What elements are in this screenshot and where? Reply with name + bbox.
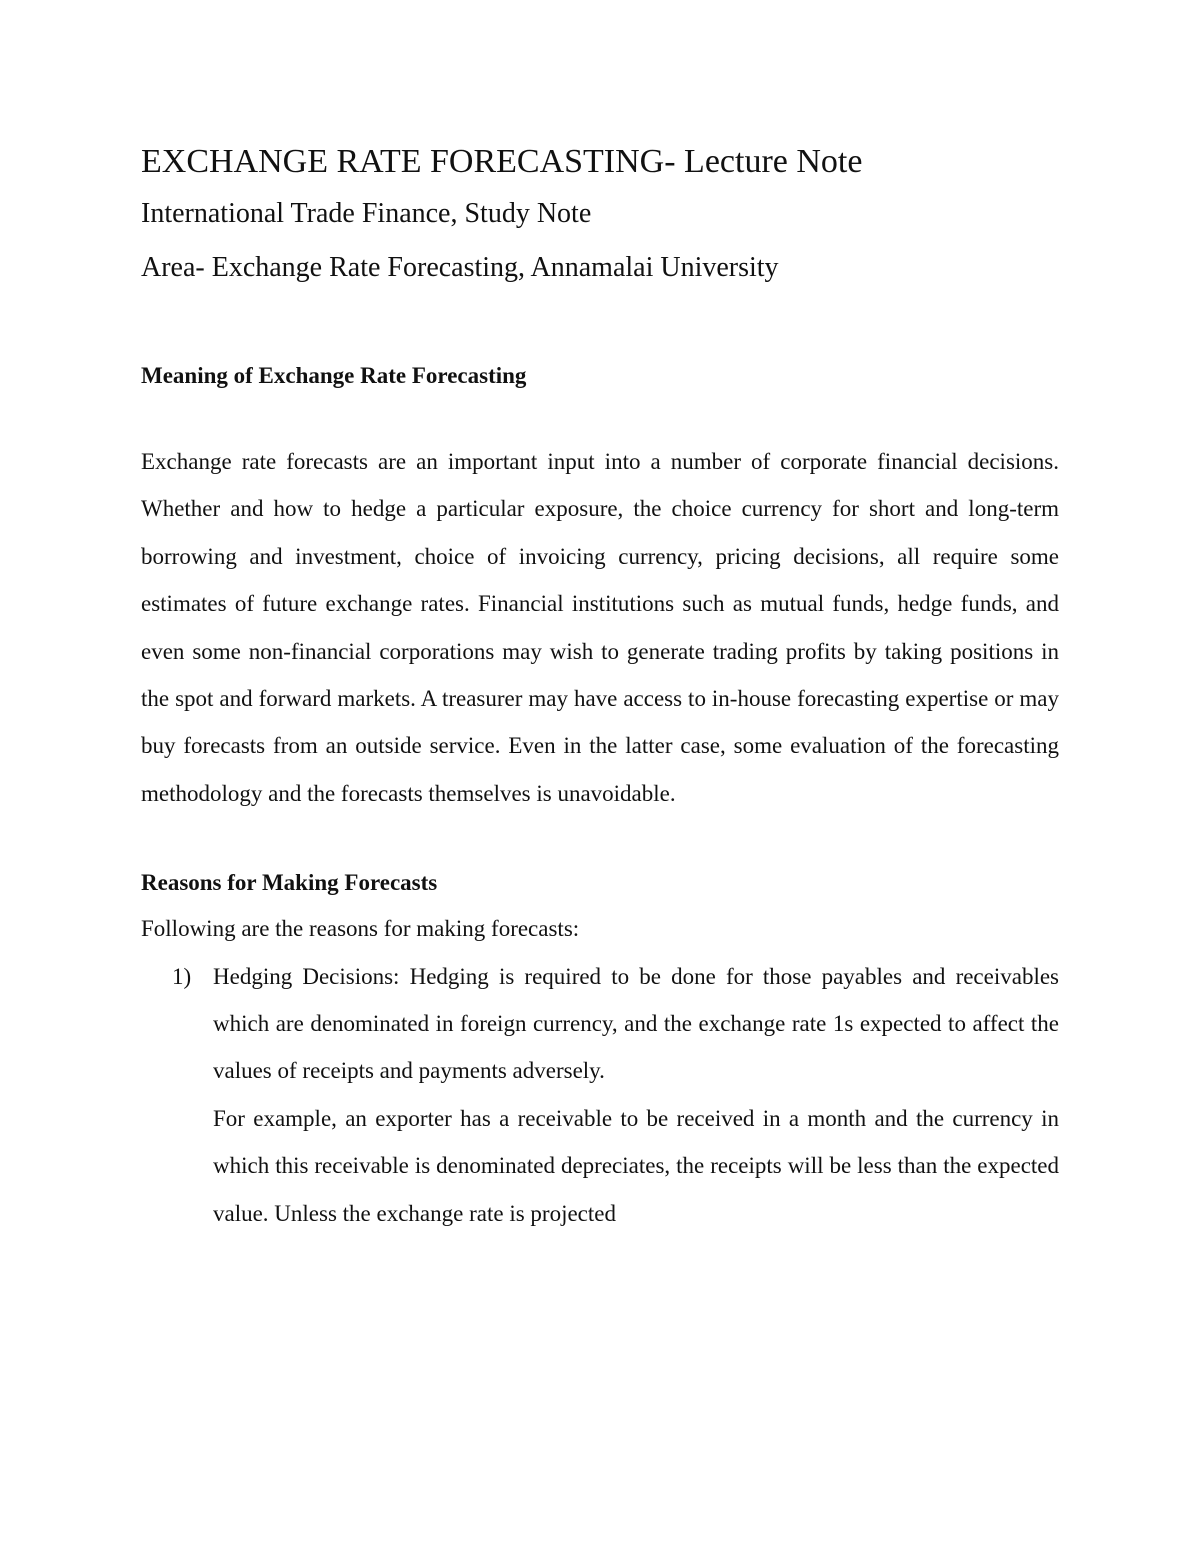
list-item bbox=[141, 953, 1059, 1237]
list-item-number: 1) bbox=[172, 963, 192, 989]
list-item-example: For example, an exporter has a receivable to be received in a month and the currency in which this receivable is denominated depreciates, the receipts will be less than the expected value. Unless the exchange rate is projected bbox=[213, 1105, 1059, 1226]
document-subtitle-area: Area- Exchange Rate Forecasting, Annamalai University bbox=[141, 252, 779, 283]
section-heading-reasons: Reasons for Making Forecasts bbox=[141, 870, 438, 896]
document-subtitle-course: International Trade Finance, Study Note bbox=[141, 198, 592, 229]
list-item-text: Hedging Decisions: Hedging is required to be done for those payables and receivables which are denominated in foreign currency, and the exchange rate 1s expected to affect the values of receipts and payments adversely. bbox=[213, 963, 1059, 1084]
page-content bbox=[141, 140, 1059, 1237]
reasons-list bbox=[141, 953, 1059, 1237]
section-heading-meaning: Meaning of Exchange Rate Forecasting bbox=[141, 363, 527, 388]
section-intro-reasons: Following are the reasons for making forecasts: bbox=[141, 916, 580, 942]
section-paragraph-meaning: Exchange rate forecasts are an important input into a number of corporate financial decisions. Whether and how to hedge a particular exposure, the choice currency for short and long-term borrowing and investment, choice of invoicing currency, pricing decisions, all require some estimates of future exchange rates. Financial institutions such as mutual funds, hedge funds, and even some non-financial corporations may wish to generate trading profits by taking positions in the spot and forward markets. A treasurer may have access to in-house forecasting expertise or may buy forecasts from an outside service. Even in the latter case, some evaluation of the forecasting methodology and the forecasts themselves is unavoidable. bbox=[141, 449, 1059, 806]
document-title: EXCHANGE RATE FORECASTING- Lecture Note bbox=[141, 143, 863, 180]
